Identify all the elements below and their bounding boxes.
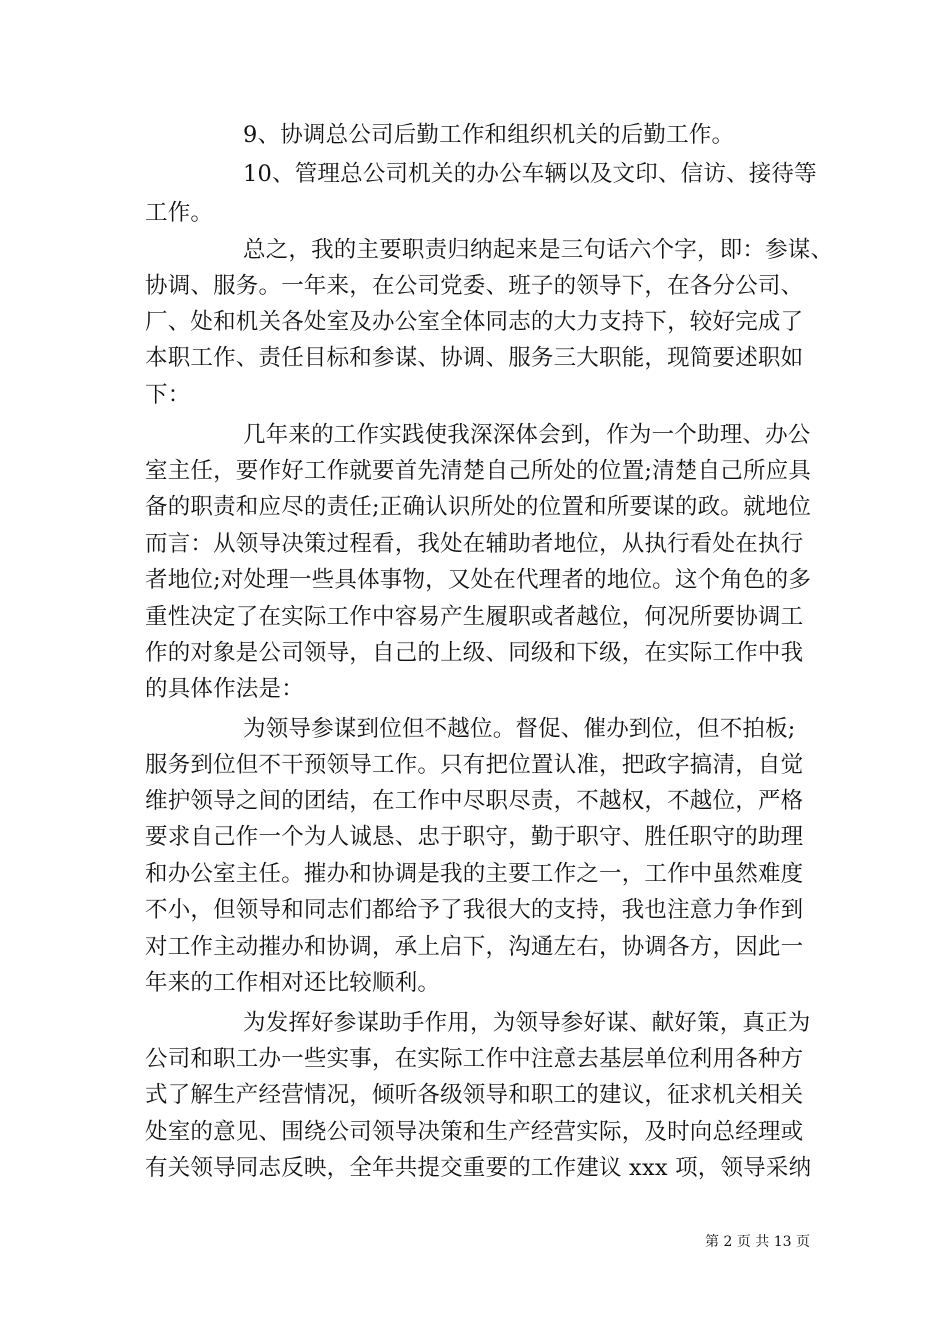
text-line: 备的职责和应尽的责任;正确认识所处的位置和所要谋的政。就地位 [145,494,812,520]
text-line: 要求自己作一个为人诚恳、忠于职守，勤于职守、胜任职守的助理 [145,824,804,850]
page-number-footer: 第 2 页 共 13 页 [705,1234,810,1250]
text-line: 而言：从领导决策过程看，我处在辅助者地位，从执行看处在执行 [145,531,804,557]
text-line: 对工作主动摧办和协调，承上启下，沟通左右，协调各方，因此一 [145,934,804,960]
text-line: 重性决定了在实际工作中容易产生履职或者越位，何况所要协调工 [145,604,804,630]
text-line: 维护领导之间的团结，在工作中尽职尽责，不越权，不越位，严格 [145,788,804,814]
text-line: 处室的意见、围绕公司领导决策和生产经营实际，及时向总经理或 [145,1119,804,1145]
text-line: 为领导参谋到位但不越位。督促、催办到位，但不拍板; [243,716,796,742]
text-line: 和办公室主任。摧办和协调是我的主要工作之一，工作中虽然难度 [145,861,804,887]
text-line: 工作。 [145,200,214,226]
text-line: 服务到位但不干预领导工作。只有把位置认准，把政字搞清，自觉 [145,752,804,778]
text-line: 作的对象是公司领导，自己的上级、同级和下级，在实际工作中我 [145,640,804,666]
text-line: 室主任，要作好工作就要首先清楚自己所处的位置;清楚自己所应具 [145,458,812,484]
text-line: 10、管理总公司机关的办公车辆以及文印、信访、接待等 [243,161,817,187]
text-line: 有关领导同志反映，全年共提交重要的工作建议 xxx 项，领导采纳 [145,1155,812,1181]
text-line: 者地位;对处理一些具体事物，又处在代理者的地位。这个角色的多 [145,567,812,593]
text-line: 式了解生产经营情况，倾听各级领导和职工的建议，征求机关相关 [145,1082,804,1108]
text-line: 几年来的工作实践使我深深体会到，作为一个助理、办公 [243,422,811,448]
text-line: 不小，但领导和同志们都给予了我很大的支持，我也注意力争作到 [145,897,804,923]
text-line: 协调、服务。一年来，在公司党委、班子的领导下，在各分公司、 [145,273,804,299]
text-line: 公司和职工办一些实事，在实际工作中注意去基层单位利用各种方 [145,1046,804,1072]
text-line: 下： [145,382,191,408]
text-line: 为发挥好参谋助手作用，为领导参好谋、献好策，真正为 [243,1010,811,1036]
text-line: 总之，我的主要职责归纳起来是三句话六个字，即：参谋、 [243,237,834,263]
text-line: 的具体作法是： [145,676,304,702]
text-line: 年来的工作相对还比较顺利。 [145,970,441,996]
text-line: 9、协调总公司后勤工作和组织机关的后勤工作。 [243,122,735,148]
text-line: 厂、处和机关各处室及办公室全体同志的大力支持下，较好完成了 [145,309,804,335]
text-line: 本职工作、责任目标和参谋、协调、服务三大职能，现简要述职如 [145,345,804,371]
